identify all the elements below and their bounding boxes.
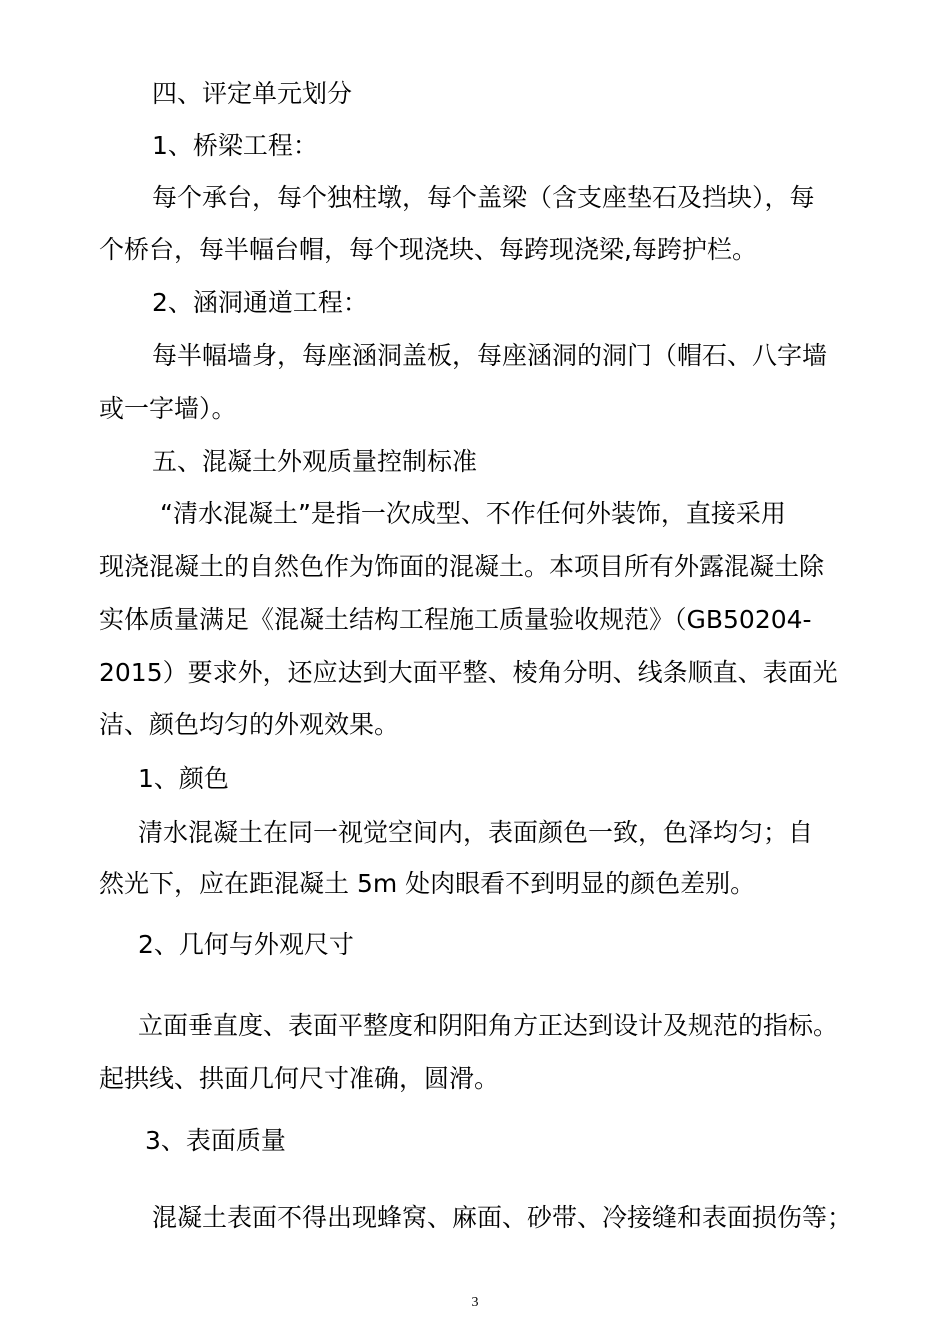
page-number: 3: [471, 1295, 479, 1310]
paragraph-line: 立面垂直度、表面平整度和阴阳角方正达到设计及规范的指标。: [138, 1011, 839, 1040]
paragraph-line: 每个承台，每个独柱墩，每个盖梁（含支座垫石及挡块），每: [152, 183, 815, 212]
paragraph-line: 混凝土表面不得出现蜂窝、麻面、砂带、冷接缝和表面损伤等；: [152, 1203, 853, 1232]
paragraph-line: 或一字墙）。: [99, 394, 237, 423]
paragraph-line: 现浇混凝土的自然色作为饰面的混凝土。本项目所有外露混凝土除: [99, 552, 825, 581]
paragraph-line: 每半幅墙身，每座涵洞盖板，每座涵洞的洞门（帽石、八字墙: [152, 341, 828, 370]
paragraph-line: “清水混凝土”是指一次成型、不作任何外装饰，直接采用: [160, 499, 786, 528]
paragraph-line: 2015）要求外，还应达到大面平整、棱角分明、线条顺直、表面光: [99, 658, 838, 687]
subsection-heading-color: 1、颜色: [138, 764, 229, 793]
subsection-heading-geometry: 2、几何与外观尺寸: [138, 930, 354, 959]
paragraph-line: 然光下，应在距混凝土 5m 处肉眼看不到明显的颜色差别。: [99, 869, 756, 898]
paragraph-line: 起拱线、拱面几何尺寸准确，圆滑。: [99, 1064, 500, 1093]
paragraph-line: 个桥台，每半幅台帽，每个现浇块、每跨现浇梁,每跨护栏。: [99, 235, 757, 264]
subsection-heading-bridge: 1、桥梁工程：: [152, 131, 318, 160]
paragraph-line: 清水混凝土在同一视觉空间内，表面颜色一致，色泽均匀；自: [138, 818, 814, 847]
paragraph-line: 实体质量满足《混凝土结构工程施工质量验收规范》（GB50204-: [99, 605, 812, 634]
subsection-heading-culvert: 2、涵洞通道工程：: [152, 288, 368, 317]
section-heading-4: 四、评定单元划分: [152, 79, 353, 108]
paragraph-line: 洁、颜色均匀的外观效果。: [99, 710, 400, 739]
section-heading-5: 五、混凝土外观质量控制标准: [152, 447, 478, 476]
subsection-heading-surface: 3、表面质量: [145, 1126, 286, 1155]
